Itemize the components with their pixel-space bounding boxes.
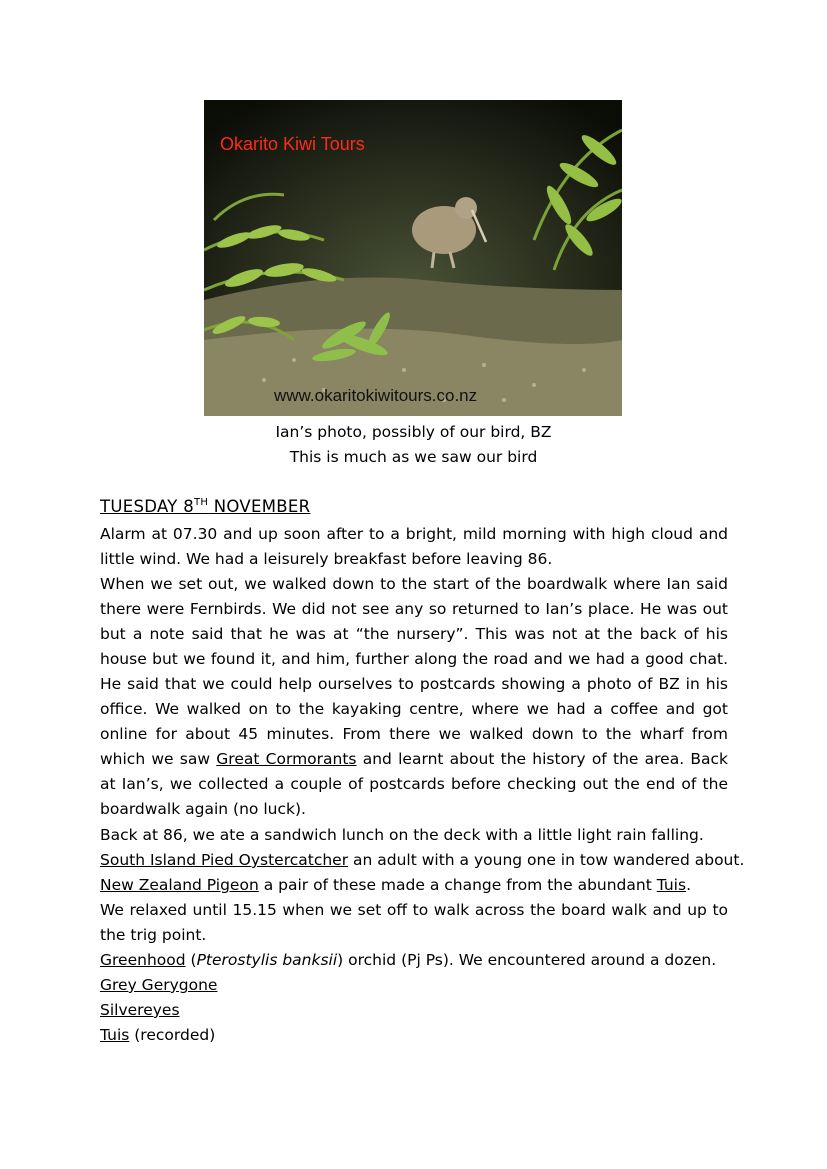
line-tuis bbox=[100, 1023, 215, 1048]
heading-prefix: TUESDAY 8 bbox=[100, 497, 194, 516]
oystercatcher-note: an adult with a young one in tow wandered about. bbox=[348, 851, 745, 869]
greenhood-open: ( bbox=[185, 951, 197, 969]
line-pigeon bbox=[100, 873, 691, 898]
photo-overlay-url: www.okaritokiwitours.co.nz bbox=[274, 386, 478, 405]
day-heading bbox=[100, 497, 310, 516]
heading-suffix: NOVEMBER bbox=[208, 497, 311, 516]
greenhood-note: ) orchid (Pj Ps). We encountered around a dozen. bbox=[337, 951, 717, 969]
paragraph-alarm: Alarm at 07.30 and up soon after to a bright, mild morning with high cloud and little wind. We had a leisurely breakfast before leaving 86. bbox=[100, 525, 728, 568]
species-tuis-inline: Tuis bbox=[656, 876, 687, 894]
species-silvereyes: Silvereyes bbox=[100, 1001, 180, 1019]
species-nz-pigeon: New Zealand Pigeon bbox=[100, 876, 259, 894]
species-tuis: Tuis bbox=[100, 1026, 130, 1044]
paragraph-walk-rest: and learnt about the history of the area. Back at Ian’s, we collected a couple of postcards before checking out the end of the boardwalk again (no luck). bbox=[100, 750, 728, 818]
line-gerygone bbox=[100, 973, 217, 998]
paragraph-relaxed: We relaxed until 15.15 when we set off to walk across the board walk and up to the trig point. bbox=[100, 901, 728, 944]
line-oystercatcher bbox=[100, 848, 744, 873]
greenhood-latin: Pterostylis banksii bbox=[196, 951, 338, 969]
line-silvereyes bbox=[100, 998, 180, 1023]
species-grey-gerygone: Grey Gerygone bbox=[100, 976, 218, 994]
photo-caption-line1: Ian’s photo, possibly of our bird, BZ bbox=[275, 423, 552, 441]
tuis-note: (recorded) bbox=[129, 1026, 216, 1044]
species-oystercatcher: South Island Pied Oystercatcher bbox=[100, 851, 349, 869]
species-great-cormorants: Great Cormorants bbox=[216, 750, 357, 768]
line-greenhood bbox=[100, 948, 716, 973]
heading-sup: TH bbox=[194, 497, 209, 508]
species-greenhood: Greenhood bbox=[100, 951, 186, 969]
pigeon-note: a pair of these made a change from the abundant bbox=[258, 876, 657, 894]
paragraph-lunch: Back at 86, we ate a sandwich lunch on the deck with a little light rain falling. bbox=[100, 826, 704, 844]
pigeon-end: . bbox=[686, 876, 691, 894]
paragraph-walk bbox=[100, 572, 728, 822]
photo-overlay-title: Okarito Kiwi Tours bbox=[220, 134, 365, 154]
photo-caption-line2: This is much as we saw our bird bbox=[289, 448, 538, 466]
paragraph-walk-text: When we set out, we walked down to the start of the boardwalk where Ian said there were Fernbirds. We did not see any so returned to Ian’s place. He was out but a note said that he was at “the nursery”. This was not at the back of his house but we found it, and him, further along the road and we had a good chat. He said that we could help ourselves to postcards showing a photo of BZ in his office. We walked on to the kayaking centre, where we had a coffee and got online for about 45 minutes. From there we walked down to the wharf from which we saw bbox=[100, 575, 728, 768]
kiwi-photo bbox=[204, 100, 622, 416]
